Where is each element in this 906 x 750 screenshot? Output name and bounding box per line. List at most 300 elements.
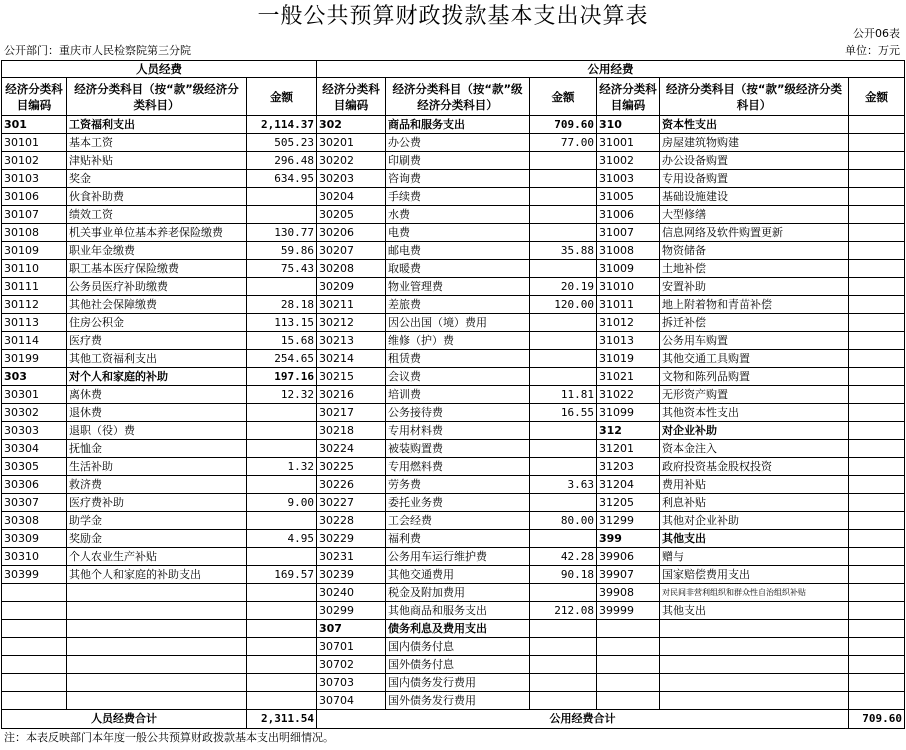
page-title: 一般公共预算财政拨款基本支出决算表 — [257, 4, 649, 29]
code-cell: 31007 — [597, 224, 660, 242]
code-cell: 31022 — [597, 386, 660, 404]
name-cell: 房屋建筑物购建 — [660, 134, 849, 152]
name-cell: 对民间非营利组织和群众性自治组织补贴 — [660, 584, 849, 602]
table-row — [2, 206, 905, 224]
table-row — [2, 332, 905, 350]
name-cell: 差旅费 — [386, 296, 530, 314]
amount-cell — [849, 278, 905, 296]
amount-cell — [530, 170, 597, 188]
code-cell: 30106 — [2, 188, 67, 206]
name-cell: 因公出国（境）费用 — [386, 314, 530, 332]
code-cell: 31006 — [597, 206, 660, 224]
name-cell: 公务用车运行维护费 — [386, 548, 530, 566]
amount-cell: 3.63 — [530, 476, 597, 494]
name-cell: 其他支出 — [660, 530, 849, 548]
code-cell: 39907 — [597, 566, 660, 584]
amount-cell — [530, 440, 597, 458]
name-cell: 办公费 — [386, 134, 530, 152]
amount-cell — [247, 674, 317, 692]
amount-cell — [247, 278, 317, 296]
amount-cell — [849, 494, 905, 512]
code-cell — [2, 602, 67, 620]
table-row — [2, 440, 905, 458]
name-cell: 劳务费 — [386, 476, 530, 494]
code-cell — [2, 584, 67, 602]
name-cell: 电费 — [386, 224, 530, 242]
code-cell: 31099 — [597, 404, 660, 422]
amount-cell — [247, 440, 317, 458]
amount-cell — [530, 332, 597, 350]
name-cell: 地上附着物和青苗补偿 — [660, 296, 849, 314]
name-cell: 对企业补助 — [660, 422, 849, 440]
amount-cell — [530, 314, 597, 332]
amount-cell — [530, 494, 597, 512]
name-cell: 大型修缮 — [660, 206, 849, 224]
amount-cell — [849, 674, 905, 692]
amount-cell — [849, 332, 905, 350]
amount-cell: 4.95 — [247, 530, 317, 548]
amount-cell — [247, 188, 317, 206]
code-cell: 30306 — [2, 476, 67, 494]
header-code: 经济分类科目编码 — [597, 78, 660, 116]
header-name: 经济分类科目（按“款”级经济分类科目） — [660, 78, 849, 116]
name-cell: 对个人和家庭的补助 — [67, 368, 247, 386]
amount-cell — [849, 134, 905, 152]
amount-cell — [849, 368, 905, 386]
amount-cell: 12.32 — [247, 386, 317, 404]
code-cell: 31203 — [597, 458, 660, 476]
code-cell: 30112 — [2, 296, 67, 314]
amount-cell — [247, 206, 317, 224]
code-cell: 31003 — [597, 170, 660, 188]
amount-cell — [530, 422, 597, 440]
amount-cell — [530, 638, 597, 656]
code-cell: 30107 — [2, 206, 67, 224]
code-cell: 30213 — [317, 332, 386, 350]
name-cell: 无形资产购置 — [660, 386, 849, 404]
code-cell: 30239 — [317, 566, 386, 584]
name-cell: 个人农业生产补贴 — [67, 548, 247, 566]
amount-cell — [849, 386, 905, 404]
name-cell — [660, 656, 849, 674]
code-cell: 30206 — [317, 224, 386, 242]
name-cell: 医疗费补助 — [67, 494, 247, 512]
code-cell: 31001 — [597, 134, 660, 152]
name-cell — [67, 620, 247, 638]
code-cell: 31204 — [597, 476, 660, 494]
table-row — [2, 476, 905, 494]
code-cell: 30302 — [2, 404, 67, 422]
name-cell: 其他交通工具购置 — [660, 350, 849, 368]
amount-cell — [530, 188, 597, 206]
code-cell: 30199 — [2, 350, 67, 368]
amount-cell — [849, 638, 905, 656]
code-cell: 30203 — [317, 170, 386, 188]
amount-cell — [849, 530, 905, 548]
header-amount: 金额 — [530, 78, 597, 116]
name-cell: 基本工资 — [67, 134, 247, 152]
name-cell: 水费 — [386, 206, 530, 224]
code-cell: 303 — [2, 368, 67, 386]
table-row — [2, 242, 905, 260]
code-cell: 30212 — [317, 314, 386, 332]
code-cell: 30308 — [2, 512, 67, 530]
table-row — [2, 602, 905, 620]
amount-cell: 212.08 — [530, 602, 597, 620]
name-cell — [660, 638, 849, 656]
table-row — [2, 152, 905, 170]
table-row — [2, 188, 905, 206]
table-row — [2, 512, 905, 530]
table-row — [2, 314, 905, 332]
name-cell: 职业年金缴费 — [67, 242, 247, 260]
code-cell: 30704 — [317, 692, 386, 710]
code-cell: 30114 — [2, 332, 67, 350]
amount-cell — [849, 116, 905, 134]
amount-cell: 2,114.37 — [247, 116, 317, 134]
amount-cell — [849, 206, 905, 224]
name-cell — [67, 674, 247, 692]
name-cell: 税金及附加费用 — [386, 584, 530, 602]
code-cell — [2, 674, 67, 692]
unit-label: 单位：万元 — [845, 44, 900, 57]
amount-cell — [247, 602, 317, 620]
code-cell: 30109 — [2, 242, 67, 260]
table-row — [2, 620, 905, 638]
table-row — [2, 224, 905, 242]
name-cell: 其他资本性支出 — [660, 404, 849, 422]
amount-cell — [247, 620, 317, 638]
amount-cell: 90.18 — [530, 566, 597, 584]
code-cell: 30229 — [317, 530, 386, 548]
name-cell: 印刷费 — [386, 152, 530, 170]
name-cell: 国家赔偿费用支出 — [660, 566, 849, 584]
code-cell: 30102 — [2, 152, 67, 170]
amount-cell — [530, 350, 597, 368]
name-cell: 土地补偿 — [660, 260, 849, 278]
name-cell: 公务接待费 — [386, 404, 530, 422]
header-public: 公用经费 — [317, 61, 905, 78]
amount-cell: 197.16 — [247, 368, 317, 386]
name-cell: 福利费 — [386, 530, 530, 548]
name-cell: 助学金 — [67, 512, 247, 530]
amount-cell — [849, 224, 905, 242]
code-cell: 30702 — [317, 656, 386, 674]
amount-cell — [530, 206, 597, 224]
amount-cell: 254.65 — [247, 350, 317, 368]
amount-cell — [849, 188, 905, 206]
name-cell: 会议费 — [386, 368, 530, 386]
public-total-label: 公用经费合计 — [317, 710, 849, 729]
name-cell: 取暖费 — [386, 260, 530, 278]
amount-cell — [247, 512, 317, 530]
name-cell: 其他个人和家庭的补助支出 — [67, 566, 247, 584]
header-code: 经济分类科目编码 — [317, 78, 386, 116]
amount-cell: 709.60 — [530, 116, 597, 134]
amount-cell — [849, 260, 905, 278]
amount-cell — [530, 656, 597, 674]
code-cell: 31009 — [597, 260, 660, 278]
code-cell: 30202 — [317, 152, 386, 170]
name-cell: 物业管理费 — [386, 278, 530, 296]
code-cell: 301 — [2, 116, 67, 134]
code-cell: 31299 — [597, 512, 660, 530]
code-cell: 307 — [317, 620, 386, 638]
amount-cell — [849, 350, 905, 368]
amount-cell: 35.88 — [530, 242, 597, 260]
amount-cell: 120.00 — [530, 296, 597, 314]
code-cell: 30231 — [317, 548, 386, 566]
amount-cell — [530, 458, 597, 476]
name-cell: 机关事业单位基本养老保险缴费 — [67, 224, 247, 242]
code-cell: 30301 — [2, 386, 67, 404]
amount-cell — [849, 170, 905, 188]
code-cell: 30399 — [2, 566, 67, 584]
table-row — [2, 260, 905, 278]
code-cell: 30103 — [2, 170, 67, 188]
code-cell: 30225 — [317, 458, 386, 476]
amount-cell — [849, 242, 905, 260]
code-cell: 30703 — [317, 674, 386, 692]
code-cell: 30305 — [2, 458, 67, 476]
amount-cell: 77.00 — [530, 134, 597, 152]
amount-cell — [247, 638, 317, 656]
code-cell: 30207 — [317, 242, 386, 260]
code-cell: 30227 — [317, 494, 386, 512]
amount-cell — [849, 314, 905, 332]
name-cell: 物资储备 — [660, 242, 849, 260]
name-cell: 政府投资基金股权投资 — [660, 458, 849, 476]
amount-cell — [530, 530, 597, 548]
amount-cell — [247, 656, 317, 674]
table-row — [2, 566, 905, 584]
name-cell: 基础设施建设 — [660, 188, 849, 206]
amount-cell — [849, 152, 905, 170]
name-cell: 国内债务发行费用 — [386, 674, 530, 692]
name-cell: 商品和服务支出 — [386, 116, 530, 134]
name-cell: 公务用车购置 — [660, 332, 849, 350]
amount-cell — [849, 458, 905, 476]
table-row — [2, 296, 905, 314]
code-cell: 312 — [597, 422, 660, 440]
amount-cell: 20.19 — [530, 278, 597, 296]
public-total-amount: 709.60 — [849, 710, 905, 729]
name-cell: 国内债务付息 — [386, 638, 530, 656]
code-cell — [2, 620, 67, 638]
footnote: 注：本表反映部门本年度一般公共预算财政拨款基本支出明细情况。 — [4, 731, 334, 744]
amount-cell: 113.15 — [247, 314, 317, 332]
code-cell: 399 — [597, 530, 660, 548]
code-cell: 31019 — [597, 350, 660, 368]
table-number: 公开06表 — [853, 27, 900, 40]
amount-cell: 80.00 — [530, 512, 597, 530]
code-cell: 30211 — [317, 296, 386, 314]
name-cell: 国外债务付息 — [386, 656, 530, 674]
amount-cell — [247, 548, 317, 566]
code-cell: 30209 — [317, 278, 386, 296]
name-cell — [660, 620, 849, 638]
code-cell: 30201 — [317, 134, 386, 152]
header-amount: 金额 — [849, 78, 905, 116]
table-row — [2, 404, 905, 422]
table-row — [2, 548, 905, 566]
header-row-groups — [2, 61, 905, 78]
amount-cell: 15.68 — [247, 332, 317, 350]
amount-cell: 16.55 — [530, 404, 597, 422]
amount-cell — [247, 422, 317, 440]
code-cell: 30240 — [317, 584, 386, 602]
code-cell: 30217 — [317, 404, 386, 422]
name-cell: 绩效工资 — [67, 206, 247, 224]
name-cell — [660, 692, 849, 710]
code-cell: 30113 — [2, 314, 67, 332]
code-cell — [597, 656, 660, 674]
header-name: 经济分类科目（按“款”级经济分类科目） — [386, 78, 530, 116]
name-cell — [660, 674, 849, 692]
name-cell: 生活补助 — [67, 458, 247, 476]
code-cell — [597, 620, 660, 638]
name-cell: 专用设备购置 — [660, 170, 849, 188]
personnel-total-amount: 2,311.54 — [247, 710, 317, 729]
name-cell: 拆迁补偿 — [660, 314, 849, 332]
code-cell: 30224 — [317, 440, 386, 458]
header-personnel: 人员经费 — [2, 61, 317, 78]
amount-cell — [849, 296, 905, 314]
amount-cell — [247, 692, 317, 710]
name-cell: 培训费 — [386, 386, 530, 404]
code-cell: 31002 — [597, 152, 660, 170]
header-name: 经济分类科目（按“款”级经济分类科目） — [67, 78, 247, 116]
code-cell: 30307 — [2, 494, 67, 512]
name-cell: 公务员医疗补助缴费 — [67, 278, 247, 296]
code-cell: 31013 — [597, 332, 660, 350]
name-cell: 赠与 — [660, 548, 849, 566]
code-cell: 30303 — [2, 422, 67, 440]
code-cell: 31012 — [597, 314, 660, 332]
name-cell: 工会经费 — [386, 512, 530, 530]
amount-cell — [849, 548, 905, 566]
table-row — [2, 530, 905, 548]
code-cell: 30228 — [317, 512, 386, 530]
code-cell: 31011 — [597, 296, 660, 314]
amount-cell: 11.81 — [530, 386, 597, 404]
code-cell — [2, 692, 67, 710]
amount-cell — [530, 224, 597, 242]
code-cell: 30701 — [317, 638, 386, 656]
name-cell: 住房公积金 — [67, 314, 247, 332]
table-row — [2, 422, 905, 440]
code-cell — [597, 638, 660, 656]
table-row — [2, 692, 905, 710]
name-cell: 资本金注入 — [660, 440, 849, 458]
amount-cell: 130.77 — [247, 224, 317, 242]
header-row-columns — [2, 78, 905, 116]
code-cell: 30226 — [317, 476, 386, 494]
amount-cell: 634.95 — [247, 170, 317, 188]
amount-cell: 169.57 — [247, 566, 317, 584]
name-cell: 其他社会保障缴费 — [67, 296, 247, 314]
name-cell: 委托业务费 — [386, 494, 530, 512]
name-cell: 专用燃料费 — [386, 458, 530, 476]
amount-cell: 59.86 — [247, 242, 317, 260]
name-cell: 手续费 — [386, 188, 530, 206]
code-cell: 31010 — [597, 278, 660, 296]
table-row — [2, 386, 905, 404]
code-cell — [2, 638, 67, 656]
table-row — [2, 584, 905, 602]
table-row — [2, 368, 905, 386]
code-cell — [597, 674, 660, 692]
name-cell: 安置补助 — [660, 278, 849, 296]
table-row — [2, 638, 905, 656]
name-cell: 工资福利支出 — [67, 116, 247, 134]
code-cell: 30218 — [317, 422, 386, 440]
name-cell: 其他对企业补助 — [660, 512, 849, 530]
name-cell — [67, 584, 247, 602]
name-cell: 邮电费 — [386, 242, 530, 260]
name-cell: 文物和陈列品购置 — [660, 368, 849, 386]
table-row — [2, 674, 905, 692]
name-cell: 救济费 — [67, 476, 247, 494]
amount-cell — [530, 368, 597, 386]
name-cell: 职工基本医疗保险缴费 — [67, 260, 247, 278]
code-cell: 30216 — [317, 386, 386, 404]
expenditure-table — [1, 60, 905, 729]
amount-cell — [849, 476, 905, 494]
amount-cell — [849, 404, 905, 422]
name-cell: 办公设备购置 — [660, 152, 849, 170]
code-cell: 302 — [317, 116, 386, 134]
amount-cell — [849, 566, 905, 584]
code-cell: 31205 — [597, 494, 660, 512]
name-cell: 津贴补贴 — [67, 152, 247, 170]
name-cell — [67, 638, 247, 656]
name-cell: 退职（役）费 — [67, 422, 247, 440]
amount-cell: 296.48 — [247, 152, 317, 170]
name-cell: 医疗费 — [67, 332, 247, 350]
name-cell: 伙食补助费 — [67, 188, 247, 206]
code-cell: 31021 — [597, 368, 660, 386]
name-cell: 专用材料费 — [386, 422, 530, 440]
code-cell — [597, 692, 660, 710]
amount-cell — [247, 404, 317, 422]
code-cell — [2, 656, 67, 674]
name-cell: 奖励金 — [67, 530, 247, 548]
amount-cell — [530, 584, 597, 602]
name-cell: 费用补贴 — [660, 476, 849, 494]
name-cell: 被装购置费 — [386, 440, 530, 458]
amount-cell — [849, 692, 905, 710]
amount-cell: 28.18 — [247, 296, 317, 314]
table-row — [2, 458, 905, 476]
name-cell: 利息补贴 — [660, 494, 849, 512]
name-cell: 资本性支出 — [660, 116, 849, 134]
header-code: 经济分类科目编码 — [2, 78, 67, 116]
name-cell: 租赁费 — [386, 350, 530, 368]
amount-cell: 1.32 — [247, 458, 317, 476]
name-cell: 离休费 — [67, 386, 247, 404]
code-cell: 30108 — [2, 224, 67, 242]
code-cell: 39906 — [597, 548, 660, 566]
code-cell: 30101 — [2, 134, 67, 152]
amount-cell: 42.28 — [530, 548, 597, 566]
name-cell: 维修（护）费 — [386, 332, 530, 350]
code-cell: 30304 — [2, 440, 67, 458]
code-cell: 30110 — [2, 260, 67, 278]
code-cell: 30299 — [317, 602, 386, 620]
code-cell: 30204 — [317, 188, 386, 206]
amount-cell — [849, 440, 905, 458]
